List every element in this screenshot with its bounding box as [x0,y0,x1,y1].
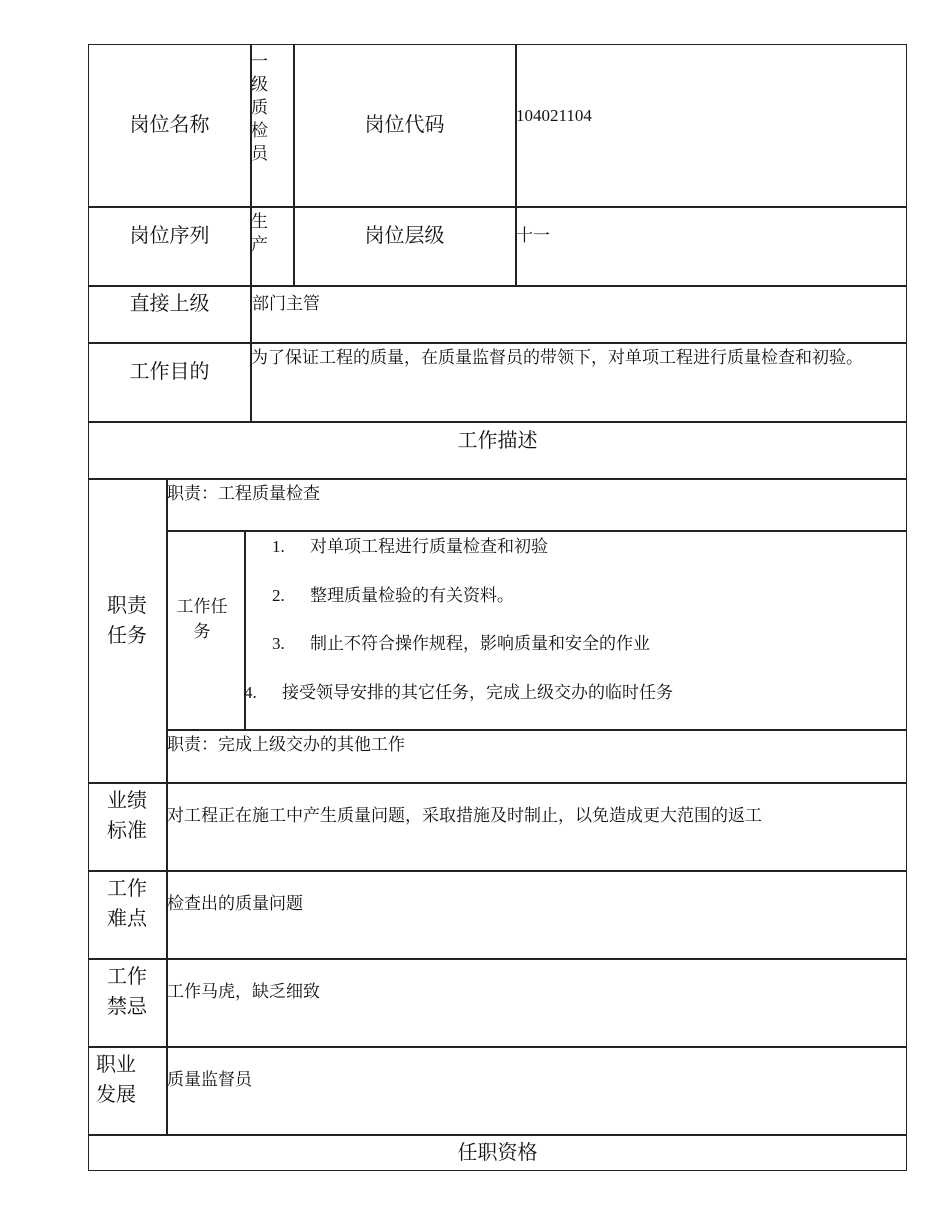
post-level-label: 岗位层级 [364,225,445,247]
row-divider [88,870,907,872]
difficulty-label [96,874,158,934]
post-series-label: 岗位序列 [129,225,210,247]
post-name-label: 岗位名称 [129,114,210,136]
purpose-value: 为了保证工程的质量，在质量监督员的带领下，对单项工程进行质量检查和初验。 [251,348,863,367]
row-divider [88,782,907,784]
task-4-num: 4. [244,683,257,702]
taboo-value: 工作马虎，缺乏细致 [167,982,320,1001]
superior-value: 部门主管 [252,294,320,313]
task-4-text: 接受领导安排的其它任务，完成上级交办的临时任务 [282,683,673,702]
performance-label-text: 业绩标准 [107,790,147,842]
task-3 [272,632,650,656]
task-2-text: 整理质量检验的有关资料。 [310,586,514,605]
tasks-label [170,594,234,644]
task-4 [244,681,673,705]
task-2 [272,584,514,608]
task-3-text: 制止不符合操作规程，影响质量和安全的作业 [310,634,650,653]
row-divider [88,1046,907,1048]
duty-1: 职责：工程质量检查 [167,484,320,503]
task-1-text: 对单项工程进行质量检查和初验 [310,537,548,556]
performance-value: 对工程正在施工中产生质量问题，采取措施及时制止，以免造成更大范围的返工 [167,806,762,825]
task-1 [272,535,548,559]
qualification-title: 任职资格 [457,1142,538,1164]
row-divider [88,478,907,480]
difficulty-value: 检查出的质量问题 [167,894,303,913]
col-divider [515,44,517,286]
description-title: 工作描述 [457,430,538,452]
row-divider [88,958,907,960]
career-value: 质量监督员 [167,1070,252,1089]
career-label-text: 职业发展 [96,1054,136,1106]
post-code-label: 岗位代码 [364,114,445,136]
duties-label-text: 职责任务 [107,595,147,647]
superior-label: 直接上级 [129,293,210,315]
taboo-label [96,962,158,1022]
row-divider [166,729,907,731]
post-level-value: 十一 [516,226,550,245]
post-series-value: 生产 [251,212,268,254]
taboo-label-text: 工作禁忌 [107,966,147,1018]
task-3-num: 3. [272,634,285,653]
duties-label [96,590,158,652]
performance-label [96,786,158,846]
row-divider [166,530,907,532]
tasks-label-text: 工作任务 [176,597,228,641]
purpose-label: 工作目的 [129,361,210,383]
post-code-value: 104021104 [516,106,592,125]
post-name-value: 一级质检员 [251,52,268,163]
duty-2: 职责：完成上级交办的其他工作 [167,735,405,754]
difficulty-label-text: 工作难点 [107,878,147,930]
career-label [94,1050,144,1110]
task-2-num: 2. [272,586,285,605]
task-1-num: 1. [272,537,285,556]
